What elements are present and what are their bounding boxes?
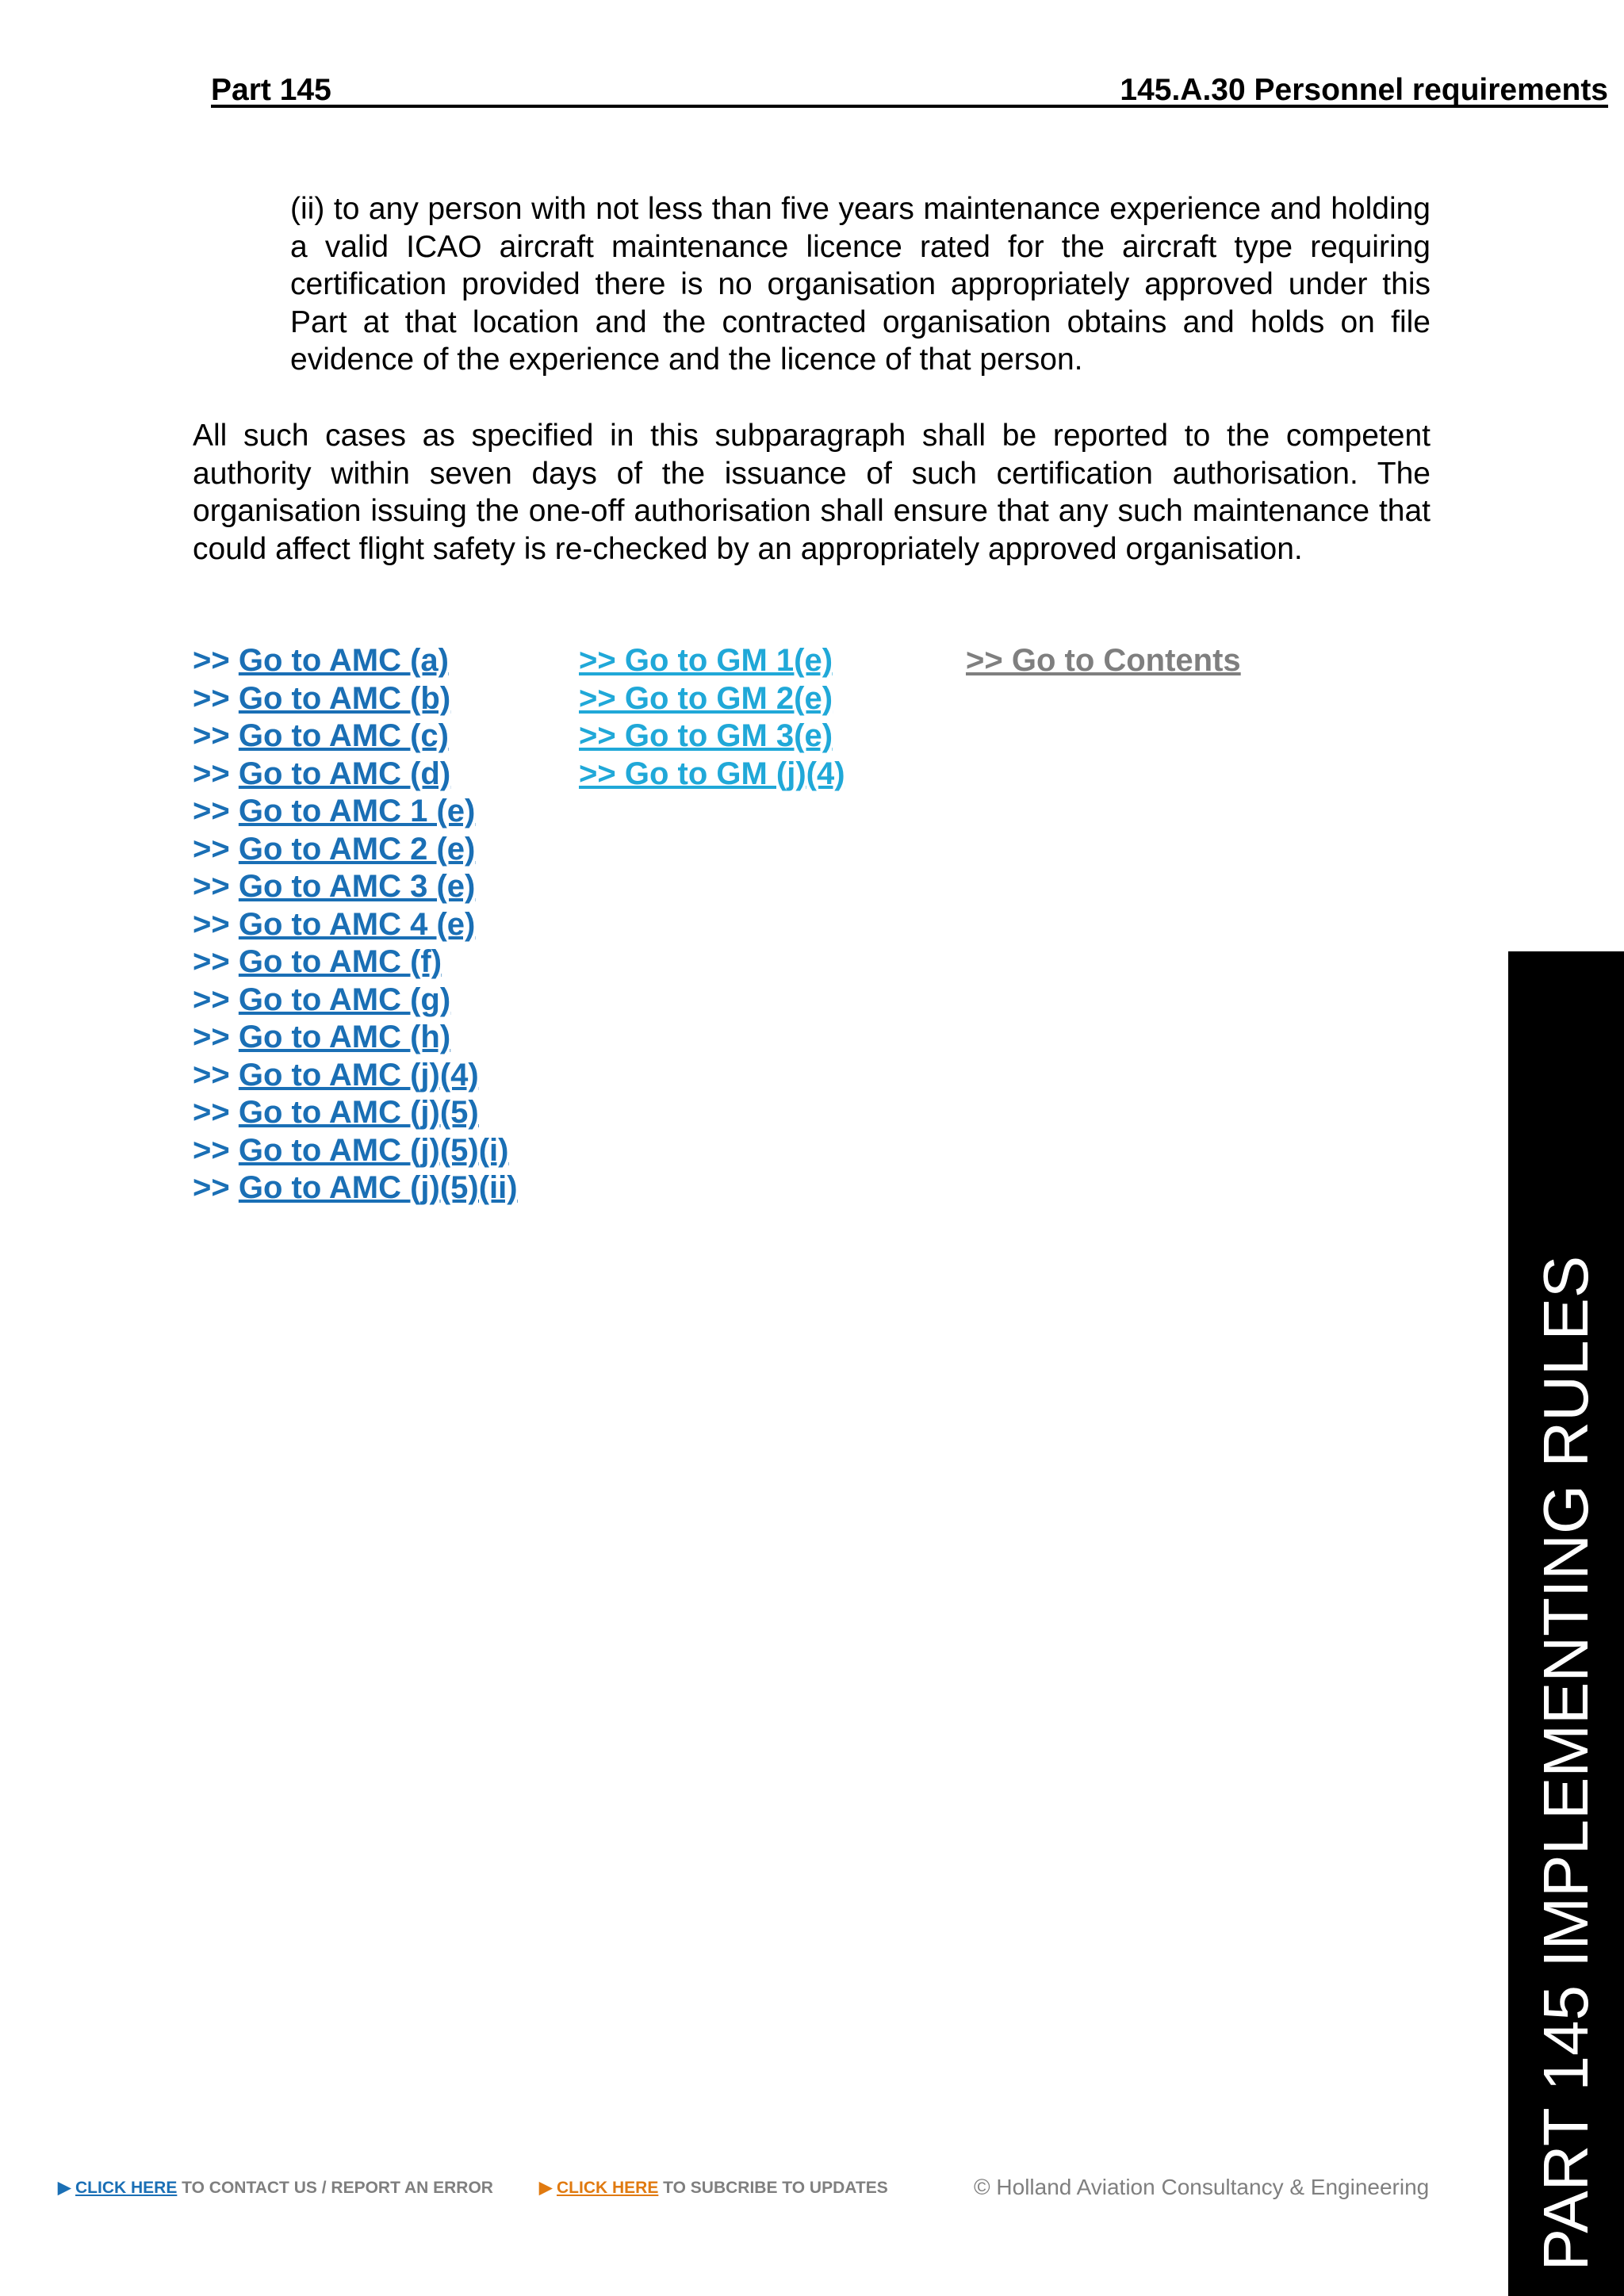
footer-contact (58, 2178, 493, 2198)
gm-link[interactable]: >> Go to GM (j)(4) (579, 756, 845, 791)
header-section-title: 145.A.30 Personnel requirements (1120, 73, 1608, 107)
amc-link-label[interactable]: Go to AMC (c) (238, 718, 449, 753)
gm-link[interactable]: >> Go to GM 2(e) (579, 680, 833, 716)
link-prefix: >> (193, 869, 239, 904)
gm-links-list (579, 642, 845, 793)
amc-link[interactable] (193, 1094, 518, 1132)
link-prefix: >> (193, 1057, 239, 1093)
link-prefix: >> (193, 944, 239, 979)
link-prefix: >> (193, 643, 239, 678)
contact-text: TO CONTACT US / REPORT AN ERROR (177, 2179, 493, 2197)
page-header (211, 70, 1608, 108)
link-prefix: >> (193, 1020, 239, 1054)
amc-link-label[interactable]: Go to AMC (g) (238, 982, 451, 1017)
link-prefix: >> (193, 794, 239, 828)
amc-link-label[interactable]: Go to AMC (h) (238, 1020, 451, 1054)
go-to-contents-link[interactable]: >> Go to Contents (966, 643, 1241, 678)
amc-link[interactable] (193, 868, 518, 906)
amc-link-label[interactable]: Go to AMC (j)(5) (238, 1095, 479, 1130)
amc-link[interactable] (193, 831, 518, 869)
amc-link[interactable] (193, 1019, 518, 1057)
side-section-tab (1508, 951, 1624, 2296)
paragraph-reporting: All such cases as specified in this subparagraph shall be reported to the competent authority within seven days of the issuance of such certification authorisation. The organisation issuing the one-off authorisation shall ensure that any such maintenance that could affect flight safety is re-checked by an appropriately approved organisation. (193, 419, 1431, 566)
amc-link-label[interactable]: Go to AMC (j)(4) (238, 1057, 479, 1093)
footer-subscribe (539, 2178, 888, 2198)
paragraph-ii: (ii) to any person with not less than five years maintenance experience and holding a valid ICAO aircraft maintenance licence rated for the aircraft type requiring certification provided there is no organisation appropriately approved under this Part at that location and the contracted organisation obtains and holds on file evidence of the experience and the licence of that person. (290, 192, 1431, 377)
link-prefix: >> (193, 906, 239, 942)
amc-link[interactable] (193, 1132, 518, 1170)
amc-links-list (193, 642, 518, 1207)
amc-link-label[interactable]: Go to AMC 1 (e) (238, 794, 476, 828)
amc-link-label[interactable]: Go to AMC 4 (e) (238, 906, 476, 942)
link-prefix: >> (193, 1132, 239, 1168)
copyright-notice: © Holland Aviation Consultancy & Engineering (974, 2175, 1430, 2199)
link-prefix: >> (193, 1170, 239, 1205)
amc-link-label[interactable]: Go to AMC (b) (238, 680, 451, 716)
amc-link-label[interactable]: Go to AMC (d) (238, 756, 451, 791)
contents-link-column (966, 642, 1241, 680)
link-prefix: >> (193, 831, 239, 867)
link-prefix: >> (193, 982, 239, 1017)
amc-link[interactable] (193, 793, 518, 831)
amc-link-label[interactable]: Go to AMC 3 (e) (238, 869, 476, 904)
subscribe-click-here-link[interactable]: CLICK HERE (557, 2179, 659, 2197)
amc-link[interactable] (193, 906, 518, 944)
play-triangle-icon: ▶ (539, 2179, 553, 2197)
amc-link[interactable] (193, 1169, 518, 1207)
contact-click-here-link[interactable]: CLICK HERE (75, 2179, 178, 2197)
amc-link[interactable] (193, 943, 518, 982)
link-prefix: >> (193, 718, 239, 753)
amc-link[interactable] (193, 642, 518, 680)
link-prefix: >> (193, 756, 239, 791)
subscribe-text: TO SUBCRIBE TO UPDATES (658, 2179, 888, 2197)
amc-link[interactable] (193, 718, 518, 756)
amc-link-label[interactable]: Go to AMC (f) (238, 944, 442, 979)
link-prefix: >> (193, 1095, 239, 1130)
amc-link-label[interactable]: Go to AMC 2 (e) (238, 831, 476, 867)
gm-link[interactable]: >> Go to GM 3(e) (579, 718, 833, 753)
amc-link-label[interactable]: Go to AMC (j)(5)(ii) (238, 1170, 518, 1205)
play-triangle-icon: ▶ (58, 2179, 71, 2197)
link-prefix: >> (193, 680, 239, 716)
amc-link[interactable] (193, 982, 518, 1020)
amc-link[interactable] (193, 680, 518, 718)
header-part-label: Part 145 (211, 73, 331, 107)
amc-link[interactable] (193, 756, 518, 794)
side-tab-label: PART 145 IMPLEMENTING RULES (1530, 1255, 1601, 2271)
gm-link[interactable]: >> Go to GM 1(e) (579, 643, 833, 678)
amc-link-label[interactable]: Go to AMC (a) (238, 643, 449, 678)
amc-link[interactable] (193, 1057, 518, 1095)
amc-link-label[interactable]: Go to AMC (j)(5)(i) (238, 1132, 509, 1168)
